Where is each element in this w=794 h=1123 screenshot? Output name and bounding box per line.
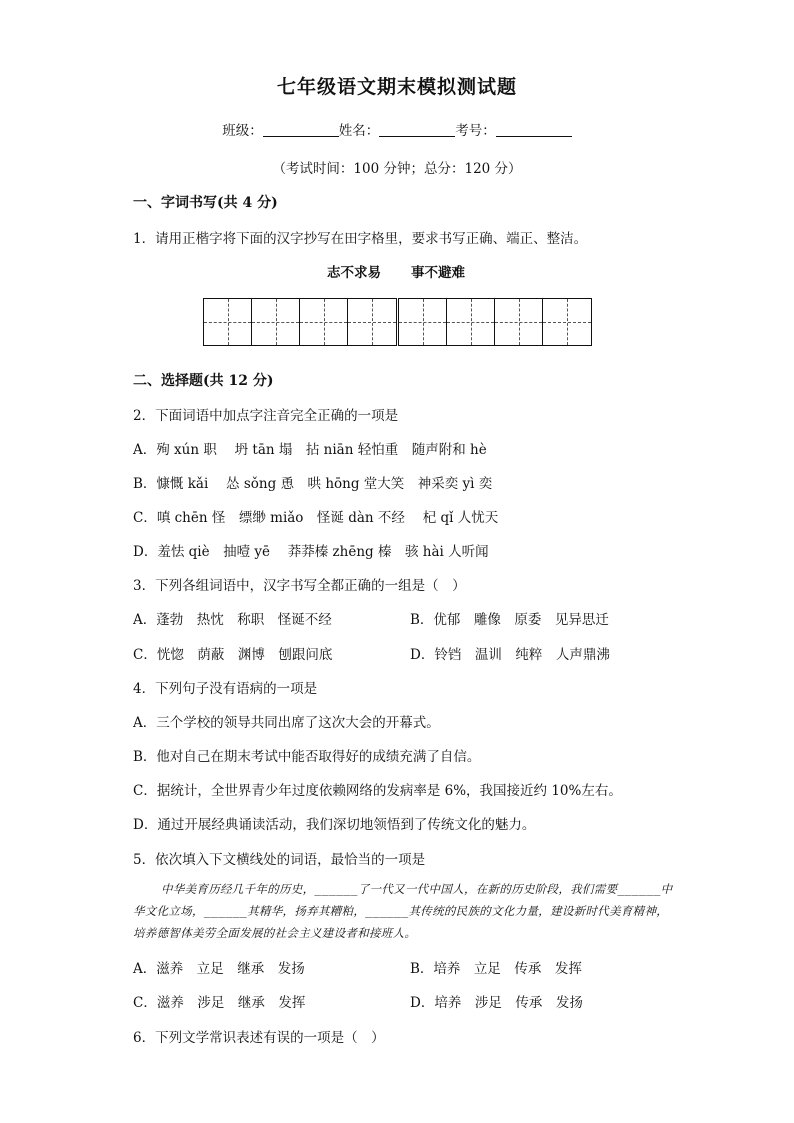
grid-cell[interactable] — [495, 299, 543, 345]
grid-cell[interactable] — [447, 299, 495, 345]
exam-meta: （考试时间：100 分钟；总分：120 分） — [272, 161, 522, 177]
page-title: 七年级语文期末模拟测试题 — [276, 76, 517, 98]
writing-grid-2[interactable] — [398, 298, 592, 346]
class-label: 班级： — [222, 123, 263, 139]
q3-option-a: A．蓬勃 热忱 称职 怪诞不经 — [133, 612, 332, 628]
q3-stem: 3．下列各组词语中，汉字书写全都正确的一组是（ ） — [133, 578, 466, 594]
q4-option-c: C．据统计，全世界青少年过度依赖网络的发病率是 6%，我国接近约 10%左右。 — [133, 783, 622, 799]
grid-cell[interactable] — [252, 299, 300, 345]
q2-option-b: B．慷慨 kǎi 怂 sǒng 恿 哄 hōng 堂大笑 神采奕 yì 奕 — [133, 476, 493, 492]
q2-option-d: D．羞怯 qiè 抽噎 yē 莽莽榛 zhēng 榛 骇 hài 人听闻 — [133, 544, 489, 560]
q5-option-a: A．滋养 立足 继承 发扬 — [133, 961, 305, 977]
name-field[interactable] — [379, 122, 455, 137]
q2-option-c: C．嗔 chēn 怪 缥缈 miǎo 怪诞 dàn 不经 杞 qǐ 人忧天 — [133, 510, 499, 526]
q5-option-c: C．滋养 涉足 继承 发挥 — [133, 995, 306, 1011]
q5-stem: 5．依次填入下文横线处的词语，最恰当的一项是 — [133, 852, 426, 868]
q5-option-d: D．培养 涉足 传承 发扬 — [410, 995, 583, 1011]
q1-stem: 1．请用正楷字将下面的汉字抄写在田字格里，要求书写正确、端正、整洁。 — [133, 231, 588, 247]
q4-option-b: B．他对自己在期末考试中能否取得好的成绩充满了自信。 — [133, 749, 481, 765]
section2-heading: 二、选择题(共 12 分) — [133, 373, 274, 389]
q3-option-d: D．铃铛 温训 纯粹 人声鼎沸 — [410, 647, 610, 663]
q2-option-a: A．殉 xún 职 坍 tān 塌 拈 niān 轻怕重 随声附和 hè — [133, 442, 487, 458]
q5-option-b: B．培养 立足 传承 发挥 — [410, 961, 582, 977]
q4-option-a: A．三个学校的领导共同出席了这次大会的开幕式。 — [133, 715, 440, 731]
phrase-1: 志不求易 — [327, 265, 381, 281]
name-label: 姓名： — [338, 123, 380, 139]
grid-cell[interactable] — [300, 299, 348, 345]
grid-cell[interactable] — [348, 299, 396, 345]
q4-option-d: D．通过开展经典诵读活动，我们深切地领悟到了传统文化的魅力。 — [133, 817, 536, 833]
q2-stem: 2．下面词语中加点字注音完全正确的一项是 — [133, 408, 399, 424]
grid-cell[interactable] — [543, 299, 591, 345]
grid-cell[interactable] — [399, 299, 447, 345]
grid-cell[interactable] — [204, 299, 252, 345]
q4-stem: 4．下列句子没有语病的一项是 — [133, 681, 318, 697]
student-info-line — [0, 119, 794, 139]
q3-option-b: B．优郁 雕像 原委 见异思迁 — [410, 612, 609, 628]
writing-grid-1[interactable] — [203, 298, 397, 346]
phrase-2: 事不避难 — [411, 265, 465, 281]
class-field[interactable] — [263, 122, 339, 137]
q5-passage: 中华美育历经几千年的历史，______了一代又一代中国人，在新的历史阶段，我们需要______中华文化立场，______其精华，扬弃其糟粕，______其传统的民族的文化力量，建设新时代美育精神，培养德智体美劳全面发展的社会主义建设者和接班人。 — [133, 882, 673, 940]
number-field[interactable] — [496, 122, 572, 137]
q3-option-c: C．恍惚 荫蔽 渊博 刨跟问底 — [133, 647, 333, 663]
number-label: 考号： — [455, 123, 496, 139]
section1-heading: 一、字词书写(共 4 分) — [133, 195, 278, 211]
q6-stem: 6．下列文学常识表述有误的一项是（ ） — [133, 1030, 385, 1046]
